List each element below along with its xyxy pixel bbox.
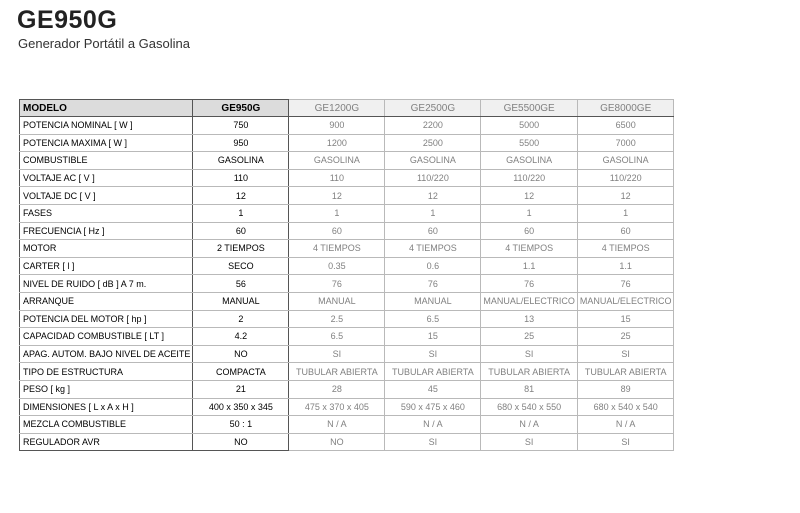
spec-label-cell: POTENCIA NOMINAL [ W ] bbox=[20, 117, 193, 135]
spec-label-cell: APAG. AUTOM. BAJO NIVEL DE ACEITE bbox=[20, 345, 193, 363]
spec-value-cell: 81 bbox=[481, 380, 578, 398]
spec-value-cell: 0.6 bbox=[385, 257, 481, 275]
table-row bbox=[20, 134, 674, 152]
spec-value-cell: 0.35 bbox=[289, 257, 385, 275]
page-title: GE950G bbox=[17, 6, 118, 34]
spec-value-cell: 12 bbox=[481, 187, 578, 205]
spec-value-cell: SI bbox=[385, 345, 481, 363]
spec-value-cell: 5500 bbox=[481, 134, 578, 152]
spec-value-cell: N / A bbox=[385, 416, 481, 434]
spec-value-cell: 6500 bbox=[577, 117, 674, 135]
spec-label-cell: VOLTAJE AC [ V ] bbox=[20, 169, 193, 187]
spec-value-cell: 110 bbox=[193, 169, 289, 187]
spec-value-cell: TUBULAR ABIERTA bbox=[289, 363, 385, 381]
spec-value-cell: 900 bbox=[289, 117, 385, 135]
header-cell-model-ge8000ge: GE8000GE bbox=[577, 100, 674, 117]
spec-value-cell: N / A bbox=[289, 416, 385, 434]
spec-value-cell: TUBULAR ABIERTA bbox=[481, 363, 578, 381]
spec-value-cell: 950 bbox=[193, 134, 289, 152]
spec-value-cell: 45 bbox=[385, 380, 481, 398]
table-row bbox=[20, 240, 674, 258]
spec-value-cell: 680 x 540 x 540 bbox=[577, 398, 674, 416]
table-row bbox=[20, 187, 674, 205]
spec-value-cell: 89 bbox=[577, 380, 674, 398]
spec-value-cell: 1.1 bbox=[481, 257, 578, 275]
spec-value-cell: SI bbox=[577, 345, 674, 363]
spec-value-cell: 1 bbox=[481, 204, 578, 222]
spec-value-cell: 60 bbox=[385, 222, 481, 240]
table-row bbox=[20, 328, 674, 346]
spec-label-cell: COMBUSTIBLE bbox=[20, 152, 193, 170]
spec-value-cell: 4.2 bbox=[193, 328, 289, 346]
header-cell-model-ge5500ge: GE5500GE bbox=[481, 100, 578, 117]
header-cell-model-ge950g: GE950G bbox=[193, 100, 289, 117]
spec-value-cell: 475 x 370 x 405 bbox=[289, 398, 385, 416]
spec-value-cell: TUBULAR ABIERTA bbox=[577, 363, 674, 381]
spec-label-cell: FASES bbox=[20, 204, 193, 222]
spec-label-cell: MOTOR bbox=[20, 240, 193, 258]
spec-label-cell: POTENCIA MAXIMA [ W ] bbox=[20, 134, 193, 152]
spec-value-cell: 1.1 bbox=[577, 257, 674, 275]
spec-value-cell: 6.5 bbox=[385, 310, 481, 328]
spec-label-cell: MEZCLA COMBUSTIBLE bbox=[20, 416, 193, 434]
spec-value-cell: 15 bbox=[577, 310, 674, 328]
spec-value-cell: 110 bbox=[289, 169, 385, 187]
spec-value-cell: SI bbox=[481, 345, 578, 363]
spec-value-cell: 110/220 bbox=[577, 169, 674, 187]
table-header-row bbox=[20, 100, 674, 117]
spec-value-cell: GASOLINA bbox=[193, 152, 289, 170]
page-subtitle: Generador Portátil a Gasolina bbox=[18, 36, 190, 51]
spec-value-cell: N / A bbox=[481, 416, 578, 434]
table-row bbox=[20, 117, 674, 135]
spec-value-cell: GASOLINA bbox=[385, 152, 481, 170]
spec-value-cell: 6.5 bbox=[289, 328, 385, 346]
spec-value-cell: 7000 bbox=[577, 134, 674, 152]
table-row bbox=[20, 257, 674, 275]
spec-value-cell: 1 bbox=[577, 204, 674, 222]
spec-value-cell: NO bbox=[193, 345, 289, 363]
table-row bbox=[20, 222, 674, 240]
spec-label-cell: PESO [ kg ] bbox=[20, 380, 193, 398]
spec-label-cell: NIVEL DE RUIDO [ dB ] A 7 m. bbox=[20, 275, 193, 293]
spec-value-cell: 76 bbox=[289, 275, 385, 293]
spec-value-cell: 4 TIEMPOS bbox=[289, 240, 385, 258]
spec-value-cell: 25 bbox=[481, 328, 578, 346]
spec-value-cell: 680 x 540 x 550 bbox=[481, 398, 578, 416]
spec-label-cell: CAPACIDAD COMBUSTIBLE [ LT ] bbox=[20, 328, 193, 346]
table-row bbox=[20, 398, 674, 416]
spec-value-cell: GASOLINA bbox=[577, 152, 674, 170]
spec-label-cell: FRECUENCIA [ Hz ] bbox=[20, 222, 193, 240]
spec-value-cell: MANUAL bbox=[385, 292, 481, 310]
spec-value-cell: 1 bbox=[289, 204, 385, 222]
spec-value-cell: MANUAL/ELECTRICO bbox=[577, 292, 674, 310]
spec-value-cell: 4 TIEMPOS bbox=[481, 240, 578, 258]
table-row bbox=[20, 363, 674, 381]
table-row bbox=[20, 416, 674, 434]
spec-value-cell: 25 bbox=[577, 328, 674, 346]
table-row bbox=[20, 292, 674, 310]
spec-value-cell: 76 bbox=[385, 275, 481, 293]
table-row bbox=[20, 204, 674, 222]
spec-value-cell: 60 bbox=[481, 222, 578, 240]
table-row bbox=[20, 169, 674, 187]
spec-label-cell: CARTER [ l ] bbox=[20, 257, 193, 275]
spec-value-cell: 1 bbox=[193, 204, 289, 222]
spec-label-cell: TIPO DE ESTRUCTURA bbox=[20, 363, 193, 381]
spec-value-cell: 12 bbox=[193, 187, 289, 205]
spec-label-cell: VOLTAJE DC [ V ] bbox=[20, 187, 193, 205]
spec-table-body bbox=[20, 100, 674, 451]
header-cell-model-ge2500g: GE2500G bbox=[385, 100, 481, 117]
spec-value-cell: 1200 bbox=[289, 134, 385, 152]
spec-value-cell: MANUAL/ELECTRICO bbox=[481, 292, 578, 310]
spec-value-cell: 750 bbox=[193, 117, 289, 135]
spec-value-cell: 110/220 bbox=[385, 169, 481, 187]
spec-value-cell: NO bbox=[193, 433, 289, 451]
spec-value-cell: MANUAL bbox=[193, 292, 289, 310]
spec-value-cell: 4 TIEMPOS bbox=[577, 240, 674, 258]
spec-value-cell: 60 bbox=[289, 222, 385, 240]
spec-label-cell: REGULADOR AVR bbox=[20, 433, 193, 451]
spec-value-cell: GASOLINA bbox=[481, 152, 578, 170]
spec-value-cell: 2200 bbox=[385, 117, 481, 135]
spec-value-cell: SI bbox=[289, 345, 385, 363]
table-row bbox=[20, 433, 674, 451]
spec-value-cell: 28 bbox=[289, 380, 385, 398]
spec-value-cell: 400 x 350 x 345 bbox=[193, 398, 289, 416]
table-row bbox=[20, 310, 674, 328]
spec-value-cell: 56 bbox=[193, 275, 289, 293]
spec-value-cell: GASOLINA bbox=[289, 152, 385, 170]
table-row bbox=[20, 380, 674, 398]
spec-value-cell: 5000 bbox=[481, 117, 578, 135]
table-row bbox=[20, 345, 674, 363]
spec-value-cell: 60 bbox=[577, 222, 674, 240]
spec-value-cell: SI bbox=[577, 433, 674, 451]
spec-label-cell: DIMENSIONES [ L x A x H ] bbox=[20, 398, 193, 416]
spec-value-cell: 15 bbox=[385, 328, 481, 346]
spec-value-cell: 50 : 1 bbox=[193, 416, 289, 434]
spec-value-cell: 2 TIEMPOS bbox=[193, 240, 289, 258]
spec-label-cell: POTENCIA DEL MOTOR [ hp ] bbox=[20, 310, 193, 328]
spec-value-cell: TUBULAR ABIERTA bbox=[385, 363, 481, 381]
spec-value-cell: 2 bbox=[193, 310, 289, 328]
spec-value-cell: 13 bbox=[481, 310, 578, 328]
table-row bbox=[20, 152, 674, 170]
spec-value-cell: 76 bbox=[481, 275, 578, 293]
spec-value-cell: SI bbox=[481, 433, 578, 451]
spec-value-cell: 12 bbox=[289, 187, 385, 205]
spec-value-cell: N / A bbox=[577, 416, 674, 434]
spec-table bbox=[19, 99, 674, 451]
spec-value-cell: 110/220 bbox=[481, 169, 578, 187]
spec-value-cell: NO bbox=[289, 433, 385, 451]
table-row bbox=[20, 275, 674, 293]
spec-value-cell: 76 bbox=[577, 275, 674, 293]
spec-value-cell: 12 bbox=[385, 187, 481, 205]
spec-label-cell: ARRANQUE bbox=[20, 292, 193, 310]
spec-value-cell: 4 TIEMPOS bbox=[385, 240, 481, 258]
spec-value-cell: COMPACTA bbox=[193, 363, 289, 381]
spec-value-cell: 2.5 bbox=[289, 310, 385, 328]
spec-value-cell: 60 bbox=[193, 222, 289, 240]
spec-value-cell: MANUAL bbox=[289, 292, 385, 310]
header-cell-model-ge1200g: GE1200G bbox=[289, 100, 385, 117]
spec-value-cell: SI bbox=[385, 433, 481, 451]
spec-value-cell: 12 bbox=[577, 187, 674, 205]
header-cell-modelo: MODELO bbox=[20, 100, 193, 117]
spec-value-cell: 2500 bbox=[385, 134, 481, 152]
spec-value-cell: 590 x 475 x 460 bbox=[385, 398, 481, 416]
spec-value-cell: 21 bbox=[193, 380, 289, 398]
spec-value-cell: SECO bbox=[193, 257, 289, 275]
spec-value-cell: 1 bbox=[385, 204, 481, 222]
